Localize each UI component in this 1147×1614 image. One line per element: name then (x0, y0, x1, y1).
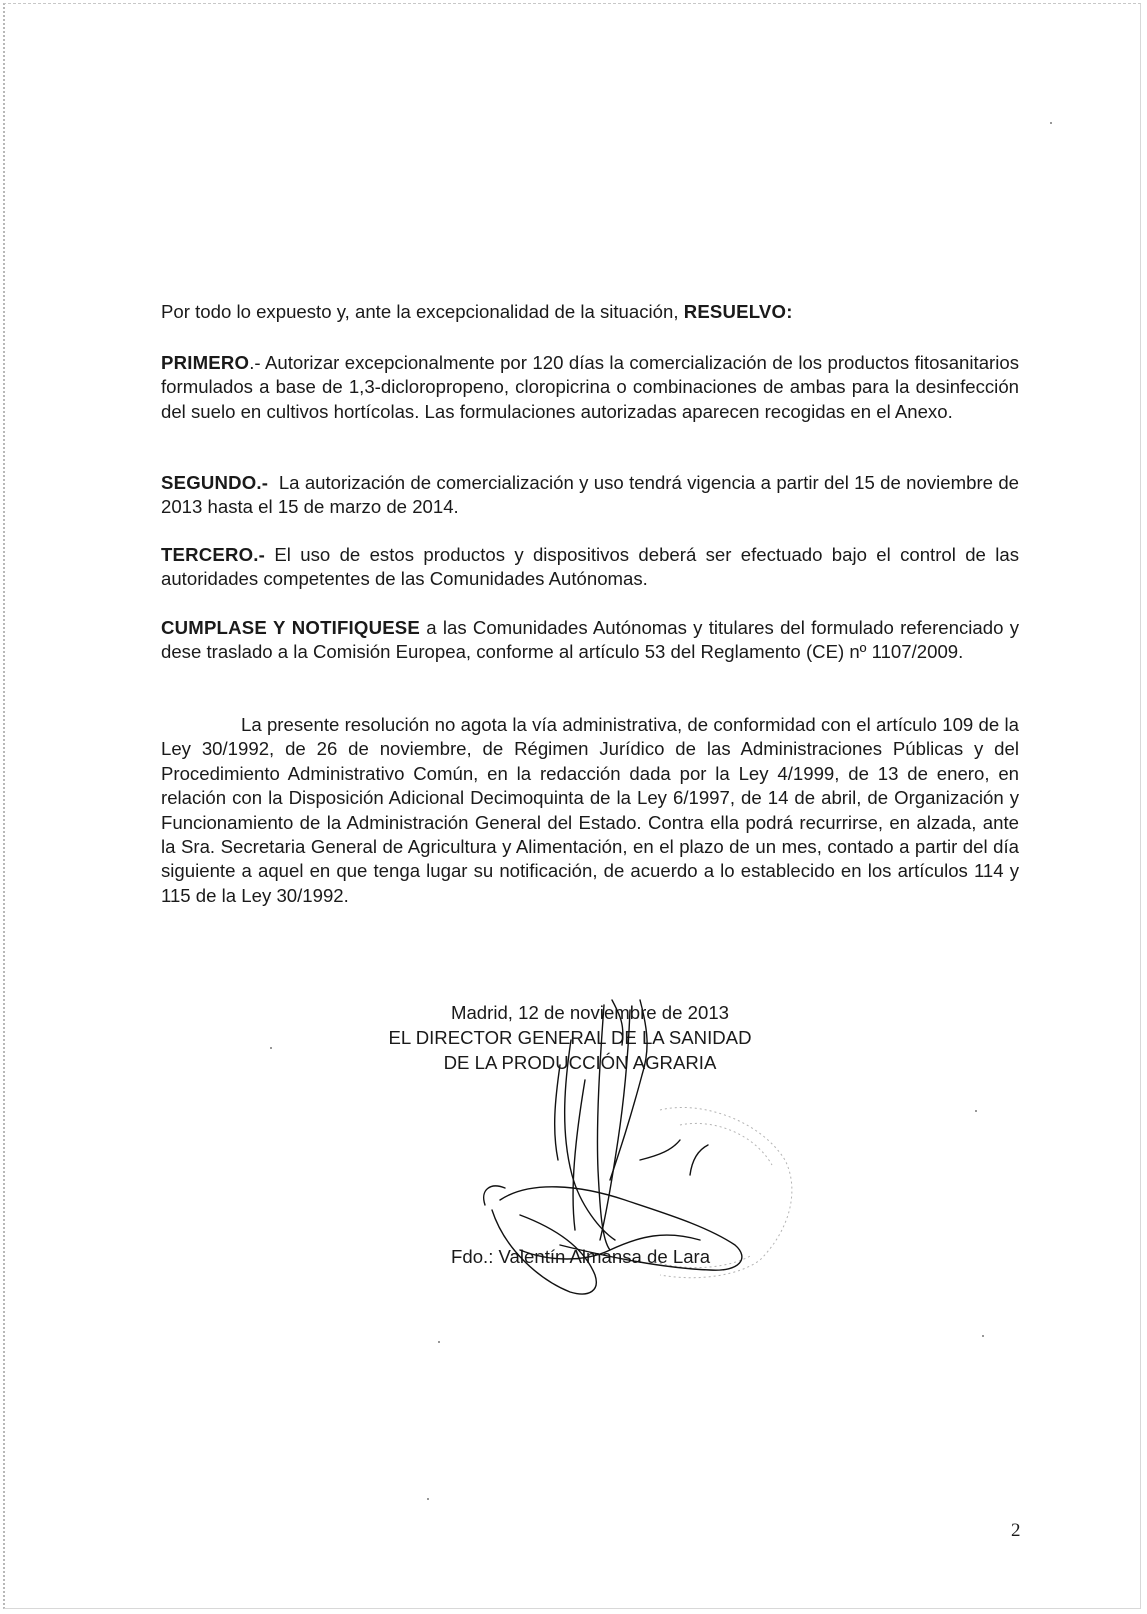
signed-by: Fdo.: Valentín Almansa de Lara (451, 1246, 711, 1267)
scan-speck (438, 1341, 440, 1343)
scan-speck (982, 1335, 984, 1337)
primero-paragraph (161, 351, 1019, 424)
scan-speck (270, 1047, 272, 1049)
cumplase-label: CUMPLASE Y NOTIFIQUESE (161, 617, 421, 638)
scan-speck (427, 1498, 429, 1500)
recurso-paragraph: La presente resolución no agota la vía administrativa, de conformidad con el artículo 109 de la Ley 30/1992, de 26 de noviembre, de Régimen Jurídico de las Administraciones Públicas y del Procedimiento Administrativo Común, en la redacción dada por la Ley 4/1999, de 13 de enero, en relación con la Disposición Adicional Decimoquinta de la Ley 6/1997, de 14 de abril, de Organización y Funcionamiento de la Administración General del Estado. Contra ella podrá recurrirse, en alzada, ante la Sra. Secretaria General de Agricultura y Alimentación, en el plazo de un mes, contado a partir del día siguiente a aquel en que tenga lugar su notificación, de acuerdo a lo establecido en los artículos 114 y 115 de la Ley 30/1992. (161, 714, 1019, 906)
tercero-text: El uso de estos productos y dispositivos deberá ser efectuado bajo el control de las autoridades competentes de las Comunidades Autónomas. (161, 544, 1019, 590)
primero-label: PRIMERO (161, 352, 250, 373)
cumplase-text: a las Comunidades Autónomas y titulares del formulado referenciado y dese traslado a la Comisión Europea, conforme al artículo 53 del Reglamento (CE) nº 1107/2009. (161, 617, 1019, 663)
tercero-paragraph (161, 543, 1019, 592)
signature-title-line2: DE LA PRODUCCIÓN AGRARIA (443, 1052, 717, 1073)
primero-text: .- Autorizar excepcionalmente por 120 días la comercialización de los productos fitosanitarios formulados a base de 1,3-dicloropropeno, cloropicrina o combinaciones de ambas para la desinfección del suelo en cultivos hortícolas. Las formulaciones autorizadas aparecen recogidas en el Anexo. (161, 352, 1019, 422)
resuelvo-heading: RESUELVO: (683, 301, 793, 322)
segundo-paragraph (161, 471, 1025, 520)
segundo-text: La autorización de comercialización y uso tendrá vigencia a partir del 15 de noviembre de 2013 hasta el 15 de marzo de 2014. (161, 472, 1025, 518)
segundo-label: SEGUNDO.- (161, 472, 269, 493)
tercero-label: TERCERO.- (161, 544, 266, 565)
page-number: 2 (1011, 1520, 1021, 1541)
intro-text: Por todo lo expuesto y, ante la excepcionalidad de la situación, (161, 301, 684, 322)
signature-title-line1: EL DIRECTOR GENERAL DE LA SANIDAD (388, 1027, 752, 1048)
signature-place-date: Madrid, 12 de noviembre de 2013 (450, 1002, 730, 1023)
scan-speck (1050, 122, 1052, 124)
intro-paragraph (161, 300, 1019, 324)
cumplase-paragraph (161, 616, 1019, 665)
scan-speck (975, 1110, 977, 1112)
